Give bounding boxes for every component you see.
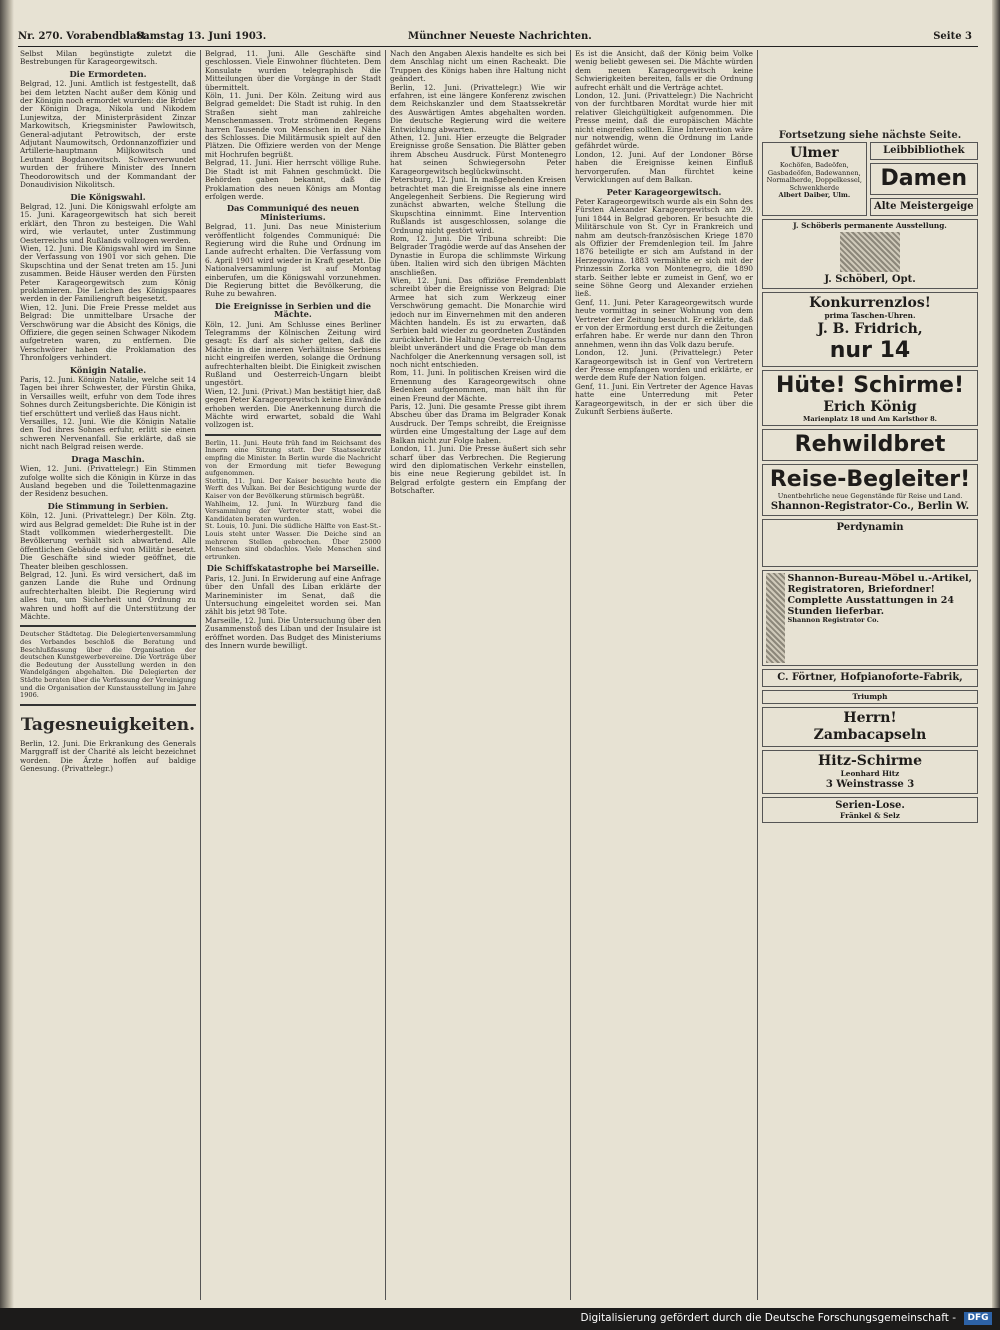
article-paragraph: Peter Karageorgewitsch wurde als ein Sohn des Fürsten Alexander Karageorgewitsch am 29. Juni 1844 in Belgrad geboren. Er besuchte die Militärschule von St. Cyr in Frankreich und nahm am deutsch-französischen Kriege 1870 als Offizier der Fremdenlegion teil. Im Jahre 1876 beteiligte er sich am Aufstand in der Herzegowina. 1883 vermählte er sich mit der Prinzessin Zorka von Montenegro, die 1890 starb. Seither lebte er zumeist in Genf, wo er seine Söhne Georg und Alexander erziehen ließ. bbox=[575, 196, 753, 299]
continued-notice: Fortsetzung siehe nächste Seite. bbox=[778, 130, 962, 141]
ad-brand: Shannon-Registrator-Co., Berlin W. bbox=[770, 501, 970, 512]
article-paragraph: Rom, 12. Juni. Die Tribuna schreibt: Die Belgrader Tragödie werde auf das Ansehen der Dynastie in Europa die schlimmste Wirkung üben. Italien wird sich den übrigen Mächten anschließen. bbox=[390, 233, 566, 277]
article-paragraph: Nach den Angaben Alexis handelte es sich bei dem Anschlag nicht um einen Racheakt. Die Truppen des Königs haben ihre Haltung nicht geändert. bbox=[390, 50, 566, 84]
article-paragraph: Deutscher Städtetag. Die Delegiertenversammlung des Verbandes beschloß die Beratung und Beschlußfassung über die Organisation der deutschen Kunstgewerbevereine. Die Vorträge über die Bedeutung der Ausstellung werden in den Wandelgängen abgehalten. Die Delegierten der Städte beraten über die Verfassung der Vereinigung und die Organisation der Kunstausstellung im Jahre 1906. bbox=[20, 630, 196, 700]
ad-text: prima Taschen-Uhren. bbox=[824, 311, 916, 321]
column-2 bbox=[205, 50, 381, 1300]
article-paragraph: Berlin, 12. Juni. Die Erkrankung des Generals Marggraff ist der Charité als leicht bezeichnet worden. Die Ärzte hoffen auf baldige Genesung. (Privattelegr.) bbox=[20, 738, 196, 773]
article-paragraph: Wien, 12. Juni. Die Freie Presse meldet aus Belgrad: Die unmittelbare Ursache der Verschwörung war die Absicht des Königs, die Offiziere, die gegen seinen Schwager Nikodem aufgetreten waren, zu entfernen. Die Verschwörer haben die Proklamation des Thronfolgers verhindert. bbox=[20, 302, 196, 363]
ad-title: Rehwildbret bbox=[794, 432, 946, 458]
page-edge-shadow bbox=[992, 0, 1000, 1308]
funding-notice: Digitalisierung gefördert durch die Deutsche Forschungsgemeinschaft - bbox=[580, 1312, 956, 1324]
ad-watches bbox=[762, 292, 978, 366]
ad-title: Perdynamin bbox=[836, 522, 904, 533]
article-paragraph: Wien, 12. Juni. Das offiziöse Fremdenblatt schreibt über die Ereignisse von Belgrad: Die Armee hat sich zum Werkzeug einer Verschwörung gemacht. Die Monarchie wird jedoch nur im Einvernehmen mit den anderen Mächten handeln. Es ist zu erwarten, daß Serbien bald wieder zu geordneten Zuständen zurückkehrt. Die Haltung Oesterreich-Ungarns bleibt unverändert und die Frage ob man dem Nachfolger die Anerkennung versagen soll, ist noch nicht entschieden. bbox=[390, 275, 566, 370]
page-number: Seite 3 bbox=[933, 31, 972, 42]
ad-optician bbox=[762, 219, 978, 289]
ad-hats bbox=[762, 370, 978, 427]
article-paragraph: Wahlheim, 12. Juni. In Würzburg fand die Versammlung der Vertreter statt, wobei die Kandidaten beraten wurden. bbox=[205, 499, 381, 523]
ad-title: C. Förtner, Hofpianoforte-Fabrik, bbox=[777, 672, 963, 683]
article-paragraph: Athen, 12. Juni. Hier erzeugte die Belgrader Ereignisse große Sensation. Die Blätter geben ihrem Abscheu Ausdruck. Fürst Montenegro hat seinen Schwiegersohn Peter Karageorgewitsch beglückwünscht. bbox=[390, 133, 566, 176]
article-paragraph: Rom, 11. Juni. In politischen Kreisen wird die Ernennung des Karageorgewitsch ohne Bedenken aufgenommen, man hält ihn für einen Freund der Mächte. bbox=[390, 368, 566, 403]
ad-brand: Fränkel & Selz bbox=[840, 810, 900, 820]
section-heading: Die Königswahl. bbox=[70, 191, 146, 202]
article-paragraph: Es ist die Ansicht, daß der König beim Volke wenig beliebt gewesen sei. Die Mächte würden dem neuen Karageorgewitsch keine Schwierigkeiten bereiten, falls er die Ordnung aufrecht erhält und die Verträge achtet. bbox=[575, 50, 753, 92]
ad-perdynamin bbox=[762, 519, 978, 567]
ad-title: Herrn! bbox=[843, 710, 897, 727]
ad-capsules bbox=[762, 707, 978, 747]
ad-price: nur 14 bbox=[829, 337, 911, 363]
article-paragraph: Genf, 11. Juni. Ein Vertreter der Agence Havas hatte eine Unterredung mit Peter Karageorgewitsch, in der er sich über die Zukunft Serbiens äußerte. bbox=[575, 381, 753, 417]
ad-ulmer bbox=[762, 142, 867, 216]
column-rule bbox=[200, 50, 201, 1300]
ad-text-block bbox=[766, 534, 974, 564]
article-paragraph: Belgrad, 12. Juni. Es wird versichert, daß im ganzen Lande die Ruhe und Ordnung aufrechterhalten bleibt. Die Regierung wird alles tun, um Sicherheit und Ordnung zu wahren und hofft auf die Unterstützung der Mächte. bbox=[20, 569, 196, 621]
section-heading: Königin Natalie. bbox=[69, 364, 147, 375]
column-3 bbox=[390, 50, 566, 1300]
ad-triumph bbox=[762, 690, 978, 704]
section-heading: Die Ereignisse in Serbien und die Mächte. bbox=[215, 300, 371, 320]
ad-brand: J. B. Fridrich, bbox=[817, 320, 923, 337]
article-paragraph: Köln, 12. Juni. Am Schlusse eines Berliner Telegramms der Kölnischen Zeitung wird gesagt: Es darf als sicher gelten, daß die Mächte in die inneren Verhältnisse Serbiens nicht eingreifen werden, solange die Ordnung aufrechterhalten bleibt. Die Einigkeit zwischen Rußland und Oesterreich-Ungarn bleibt ungestört. bbox=[205, 319, 381, 388]
section-divider bbox=[20, 625, 196, 627]
ad-title: Ulmer bbox=[789, 145, 839, 161]
ad-travel bbox=[762, 464, 978, 516]
ad-venison bbox=[762, 429, 978, 461]
section-divider bbox=[20, 704, 196, 706]
ad-address: Marienplatz 18 und Am Karlsthor 8. bbox=[803, 414, 937, 423]
section-heading: Die Ermordeten. bbox=[69, 68, 147, 79]
article-paragraph: Paris, 12. Juni. Die gesamte Presse gibt ihrem Abscheu über das Drama im Belgrader Konak Ausdruck. Der Temps schreibt, die Ereignisse würden eine Umgestaltung der Lage auf dem Balkan nicht zur Folge haben. bbox=[390, 402, 566, 445]
issue-date: Samstag 13. Juni 1903. bbox=[136, 31, 267, 42]
article-paragraph: Belgrad, 11. Juni. Hier herrscht völlige Ruhe. Die Stadt ist mit Fahnen geschmückt. Die Behörden gaben bekannt, daß die Proklamation des neuen Königs am Montag erfolgen werde. bbox=[205, 158, 381, 201]
article-paragraph: Köln, 12. Juni. (Privattelegr.) Der Köln. Ztg. wird aus Belgrad gemeldet: Die Ruhe ist in der Stadt vollkommen wiederhergestellt. Die Bevölkerung verhält sich abwartend. Alle öffentlichen Gebäude sind von Militär besetzt. Die Geschäfte sind wieder geöffnet, die Theater bleiben geschlossen. bbox=[20, 511, 196, 571]
article-paragraph: Paris, 12. Juni. Königin Natalie, welche seit 14 Tagen bei ihrer Schwester, der Fürstin Ghika, in Versailles weilt, erfuhr von dem Tode ihres Sohnes durch Zeitungsberichte. Die Königin ist tief erschüttert und verließ das Haus nicht. bbox=[20, 375, 196, 418]
article-paragraph: Stettin, 11. Juni. Der Kaiser besuchte heute die Werft des Vulkan. Bei der Besichtigung wurde der Kaiser von der Bevölkerung stürmisch begrüßt. bbox=[205, 476, 381, 501]
section-heading-large: Tagesneuigkeiten. bbox=[20, 714, 196, 735]
ad-title: Reise-Begleiter! bbox=[769, 467, 971, 493]
ad-title: Damen bbox=[880, 166, 968, 191]
ad-brand: Leonhard Hitz bbox=[840, 769, 900, 779]
ad-violin bbox=[870, 198, 978, 216]
ad-text: Unentbehrliche neue Gegenstände für Reise und Land. bbox=[777, 492, 963, 501]
ads-column bbox=[762, 50, 978, 1300]
article-paragraph: Belgrad, 11. Juni. Alle Geschäfte sind geschlossen. Viele Einwohner flüchteten. Dem Konsulate wurden telegraphisch die Mitteilungen über die Vorgänge in der Stadt übermittelt. bbox=[205, 50, 381, 92]
ad-title: Hitz-Schirme bbox=[817, 753, 922, 770]
section-heading: Draga Maschin. bbox=[71, 453, 145, 464]
column-rule bbox=[757, 50, 758, 1300]
article-paragraph: Versailles, 12. Juni. Wie die Königin Natalie den Tod ihres Sohnes erfuhr, erlitt sie einen schweren Nervenanfall. Sie erklärte, daß sie nicht nach Belgrad reisen werde. bbox=[20, 417, 196, 452]
ad-library bbox=[870, 142, 978, 160]
ad-brand: Erich König bbox=[823, 398, 917, 415]
ad-brand: Zambacapseln bbox=[813, 727, 927, 744]
article-paragraph: Belgrad, 11. Juni. Das neue Ministerium veröffentlicht folgendes Communiqué: Die Regierung wird die Ruhe und Ordnung im Lande aufrecht erhalten. Die Verfassung vom 6. April 1901 wird wieder in Kraft gesetzt. Die Nationalversammlung ist auf Montag einberufen, um die Königswahl vorzunehmen. Die Regierung bittet die Bevölkerung, die Ruhe zu bewahren. bbox=[205, 222, 381, 299]
ad-title: Leibbibliothek bbox=[883, 145, 965, 156]
article-paragraph: London, 12. Juni. Auf der Londoner Börse haben die Ereignisse keinen Einfluß hervorgerufen. Man fürchtet keine Verwicklungen auf dem Balkan. bbox=[575, 149, 753, 185]
issue-number: Nr. 270. Vorabendblatt. bbox=[18, 31, 150, 42]
article-paragraph: London, 12. Juni. (Privattelegr.) Die Nachricht von der furchtbaren Mordtat wurde hier mit relativer Gleichgültigkeit aufgenommen. Die Presse meint, daß die europäischen Mächte nicht eingreifen sollten. Eine Intervention wäre nur notwendig, wenn die Ordnung im Lande gefährdet würde. bbox=[575, 91, 753, 151]
article-paragraph: Belgrad, 12. Juni. Amtlich ist festgestellt, daß bei dem letzten Nacht außer dem König und der Königin noch ermordet wurden: die Brüder der Königin Draga, Nikola und Nikodem Lunjewitza, der Ministerpräsident Zinzar Markowitsch, Kriegsminister Pawlowitsch, General-adjutant Petrowitsch, der erste Adjutant Naumowitsch, Ordonnanzoffizier und Artillerie-hauptmann Miljkowitsch und Leutnant Bogdanowitsch. Schwerverwundet wurden der frühere Minister des Innern Theodorowitsch und der Kommandant der Donaudivision Nikolitsch. bbox=[20, 79, 196, 190]
article-paragraph: Wien, 12. Juni. (Privattelegr.) Ein Stimmen zufolge wollte sich die Königin in Kürze in das Ausland begeben und die Toilettenmagazine der Residenz besuchen. bbox=[20, 464, 196, 499]
section-heading: Peter Karageorgewitsch. bbox=[606, 186, 722, 197]
column-4 bbox=[575, 50, 753, 1300]
column-rule bbox=[570, 50, 571, 1300]
ad-umbrellas bbox=[762, 750, 978, 793]
column-1 bbox=[20, 50, 196, 1300]
masthead bbox=[18, 30, 978, 47]
article-paragraph: Genf, 11. Juni. Peter Karageorgewitsch wurde heute vormittag in seiner Wohnung von dem Vertreter der Zeitung besucht. Er erklärte, daß er von der Ermordung erst durch die Zeitungen erfahren habe. Er werde nur dann den Thron annehmen, wenn ihn das Volk dazu berufe. bbox=[575, 297, 753, 349]
article-paragraph: Belgrad, 12. Juni. Die Königswahl erfolgte am 15. Juni. Karageorgewitsch hat sich bereit erklärt, den Thron zu besteigen. Die Wahl wird, wie verlautet, unter Zustimmung Oesterreichs und Rußlands vollzogen werden. bbox=[20, 201, 196, 245]
ad-text: Kochöfen, Badeöfen, Gasbadeöfen, Badewannen, Normalherde, Doppelkessel, Schwenkherde bbox=[766, 161, 862, 192]
ad-lottery bbox=[762, 797, 978, 823]
article-paragraph: Wien, 12. Juni. Die Königswahl wird im Sinne der Verfassung von 1901 vor sich gehen. Die Skupschtina und der Senat treten am 15. Juni zusammen. Beide Häuser werden den Fürsten Peter Karageorgewitsch zum König proklamieren. Die Leichen des Königspaares werden in der Familiengruft beigesetzt. bbox=[20, 243, 196, 304]
ad-illustration bbox=[766, 573, 785, 663]
article-paragraph: Marseille, 12. Juni. Die Untersuchung über den Zusammenstoß des Liban und der Insulaire ist eröffnet worden. Das Budget des Ministeriums des Innern wurde bewilligt. bbox=[205, 615, 381, 651]
ad-title: Shannon-Bureau-Möbel u.-Artikel, Registratoren, Briefordner! Complette Ausstattungen in 24 Stunden lieferbar. bbox=[787, 573, 972, 617]
ad-address: 3 Weinstrasse 3 bbox=[825, 778, 915, 790]
ad-title: Serien-Lose. bbox=[835, 799, 905, 811]
article-paragraph: Berlin, 11. Juni. Heute früh fand im Reichsamt des Innern eine Sitzung statt. Der Staatssekretär empfing die Minister. In Berlin wurde die Nachricht von der Ermordung mit tiefer Bewegung aufgenommen. bbox=[205, 438, 381, 478]
ad-title: Hüte! Schirme! bbox=[775, 372, 965, 398]
ad-title: Triumph bbox=[852, 692, 888, 701]
article-paragraph: Berlin, 12. Juni. (Privattelegr.) Wie wir erfahren, ist eine längere Konferenz zwischen dem Reichskanzler und dem Staatssekretär des Auswärtigen Amtes abgehalten worden. Die deutsche Regierung wird die weitere Entwicklung abwarten. bbox=[390, 82, 566, 134]
article-paragraph: London, 11. Juni. Die Presse äußert sich sehr scharf über das Verbrechen. Die Regierung wird den diplomatischen Verkehr einstellen, bis eine neue Regierung gebildet ist. In Belgrad erfolgte gestern ein Empfang der Botschafter. bbox=[390, 444, 566, 496]
section-heading: Die Stimmung in Serbien. bbox=[47, 500, 169, 511]
paper-title: Münchner Neueste Nachrichten. bbox=[408, 31, 592, 42]
column-rule bbox=[385, 50, 386, 1300]
section-heading: Die Schiffskatastrophe bei Marseille. bbox=[206, 563, 380, 574]
footer-bar bbox=[0, 1308, 1000, 1330]
section-divider bbox=[205, 434, 381, 436]
ad-brand: Shannon Registrator Co. bbox=[787, 616, 879, 624]
ad-damen bbox=[870, 163, 978, 195]
article-paragraph: Wien, 12. Juni. (Privat.) Man bestätigt hier, daß gegen Peter Karageorgewitsch keine Einwände erhoben werden. Die Anerkennung durch die Mächte wird erwartet, sobald die Wahl vollzogen ist. bbox=[205, 386, 381, 430]
ad-illustration bbox=[840, 232, 900, 272]
article-paragraph: St. Louis, 10. Juni. Die südliche Hälfte von East-St.-Louis steht unter Wasser. Die Deiche sind an mehreren Stellen gebrochen. Über 25000 Menschen sind obdachlos. Viele Menschen sind ertrunken. bbox=[205, 522, 381, 561]
article-paragraph: Petersburg, 12. Juni. In maßgebenden Kreisen betrachtet man die Ereignisse als eine innere Angelegenheit Serbiens. Die Regierung wird zunächst abwarten, welche Stellung die Skupschtina einnimmt. Eine Intervention Rußlands ist ausgeschlossen, solange die Ordnung nicht gestört wird. bbox=[390, 175, 566, 235]
binding-shadow bbox=[0, 0, 14, 1308]
dfg-logo: DFG bbox=[964, 1312, 992, 1325]
ad-brand: Albert Daiber, Ulm. bbox=[778, 191, 851, 200]
ad-shannon bbox=[762, 570, 978, 666]
ad-title: Alte Meistergeige bbox=[873, 201, 974, 212]
ad-piano bbox=[762, 669, 978, 687]
ad-text-block bbox=[762, 50, 978, 130]
article-paragraph: Paris, 12. Juni. In Erwiderung auf eine Anfrage über den Unfall des Liban erklärte der Marineminister im Senat, daß die Untersuchung eingeleitet worden sei. Man zählt bis jetzt 98 Tote. bbox=[205, 573, 381, 617]
ad-brand: J. Schöberl, Opt. bbox=[824, 274, 916, 286]
intro-text: Selbst Milan begünstigte zuletzt die Bestrebungen für Karageorgewitsch. bbox=[20, 50, 196, 67]
ad-title: J. Schöberls permanente Ausstellung. bbox=[793, 221, 947, 230]
section-heading: Das Communiqué des neuen Ministeriums. bbox=[226, 203, 360, 222]
article-paragraph: London, 12. Juni. (Privattelegr.) Peter Karageorgewitsch ist in Genf von Vertretern der Presse empfangen worden und erklärte, er werde dem Rufe der Nation folgen. bbox=[575, 348, 753, 383]
article-paragraph: Köln, 11. Juni. Der Köln. Zeitung wird aus Belgrad gemeldet: Die Stadt ist ruhig. In den Straßen sieht man zahlreiche Menschenmassen. Trotz strömenden Regens harren Tausende von Menschen in der Nähe des Schlosses. Die Militärmusik spielt auf den Plätzen. Die Offiziere werden von der Menge mit Hochrufen begrüßt. bbox=[205, 91, 381, 159]
ad-title: Konkurrenzlos! bbox=[809, 295, 931, 312]
